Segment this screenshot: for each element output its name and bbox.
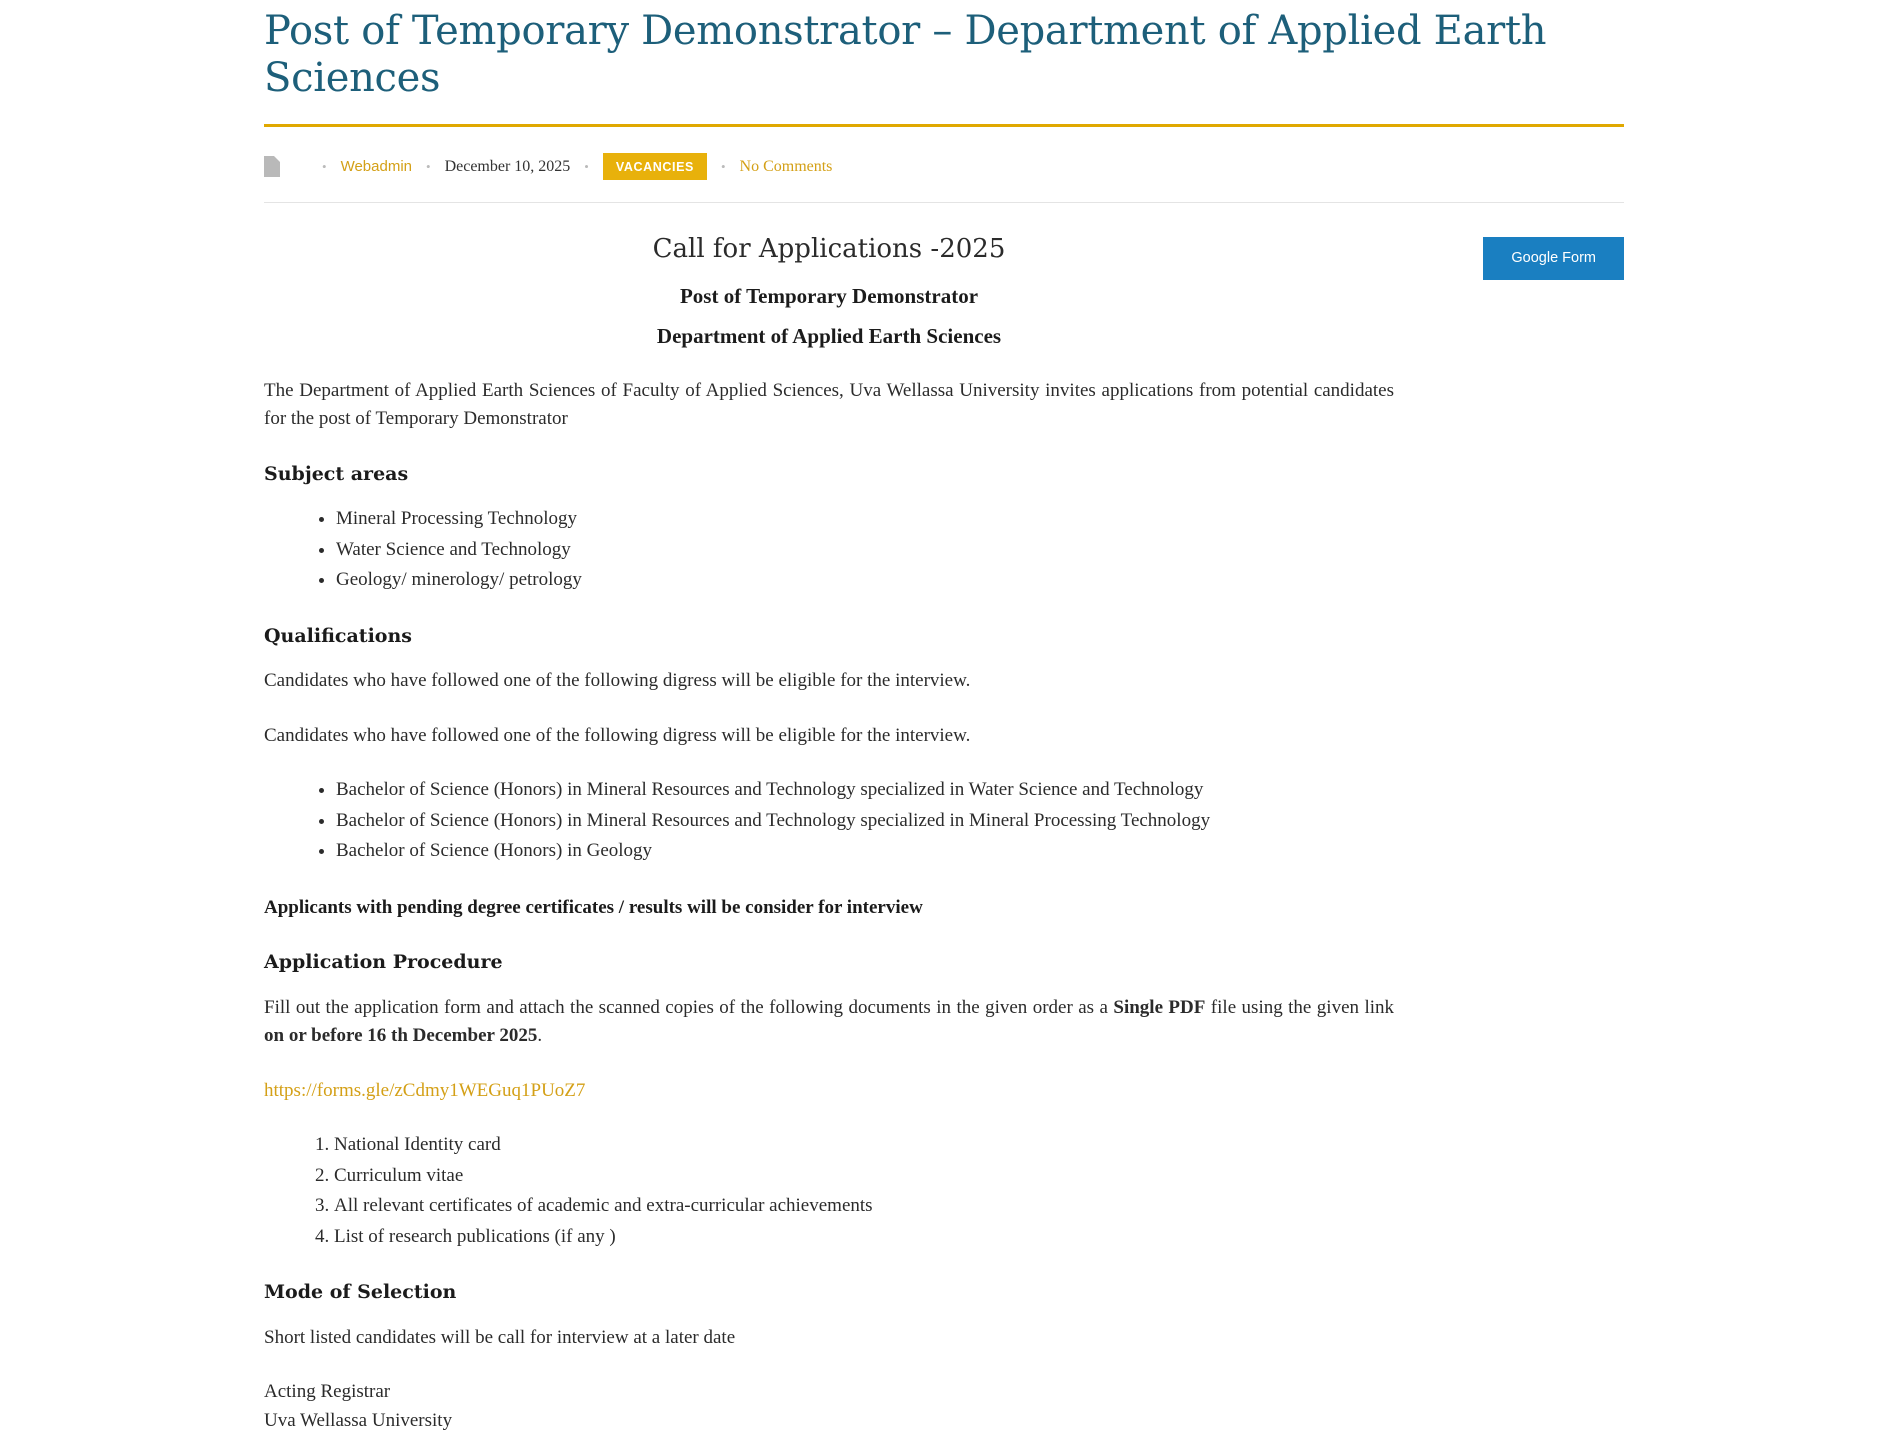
degrees-list <box>264 776 1624 865</box>
post-content <box>264 229 1624 1435</box>
list-item: • Bachelor of Science (Honors) in Mineral Resources and Technology specialized in Mineral Processing Technology <box>336 807 1624 835</box>
post-author-link[interactable]: Webadmin <box>340 158 412 176</box>
department-heading: Department of Applied Earth Sciences <box>656 324 1002 349</box>
list-item: • Bachelor of Science (Honors) in Geology <box>336 837 1624 865</box>
post-name-heading: Post of Temporary Demonstrator <box>679 283 979 308</box>
qualifications-heading: Qualifications <box>264 624 412 647</box>
required-documents-list <box>264 1131 1624 1250</box>
list-item: 1. National Identity card <box>334 1131 1624 1159</box>
post-meta-bar <box>264 127 1624 202</box>
meta-divider <box>264 202 1624 203</box>
post-category-badge[interactable]: VACANCIES <box>603 153 707 180</box>
subject-areas-list <box>264 505 1624 594</box>
application-procedure-heading: Application Procedure <box>264 951 503 974</box>
qualifications-paragraph-2: Candidates who have followed one of the following digress will be eligible for the interview. <box>264 724 971 746</box>
single-pdf-emphasis: Single PDF <box>1113 996 1206 1018</box>
post-date: December 10, 2025 <box>444 157 571 175</box>
page-title: Post of Temporary Demonstrator – Department of Applied Earth Sciences <box>264 8 1547 102</box>
post-comments-link[interactable]: No Comments <box>739 157 833 175</box>
list-item: • Bachelor of Science (Honors) in Mineral Resources and Technology specialized in Water Science and Technology <box>336 776 1624 804</box>
intro-paragraph: The Department of Applied Earth Sciences of Faculty of Applied Sciences, Uva Wellassa University invites applications from potential candidates for the post of Temporary Demonstrator <box>264 379 1394 430</box>
subject-areas-heading: Subject areas <box>264 462 409 485</box>
procedure-text-part2: file using the given link <box>1205 996 1394 1018</box>
deadline-emphasis: on or before 16 th December 2025 <box>264 1025 538 1047</box>
meta-separator: • <box>426 159 431 175</box>
meta-separator: • <box>322 159 327 175</box>
application-form-link[interactable]: https://forms.gle/zCdmy1WEGuq1PUoZ7 <box>264 1079 586 1101</box>
list-item: 4. List of research publications (if any ) <box>334 1223 1624 1251</box>
pending-certificates-note: Applicants with pending degree certificates / results will be consider for interview <box>264 896 923 918</box>
mode-of-selection-paragraph: Short listed candidates will be call for interview at a later date <box>264 1326 736 1348</box>
form-link-paragraph <box>264 1077 1394 1106</box>
signature-title: Acting Registrar <box>264 1381 391 1403</box>
list-item: • Geology/ minerology/ petrology <box>336 566 1624 594</box>
qualifications-paragraph-1: Candidates who have followed one of the following digress will be eligible for the interview. <box>264 670 971 692</box>
signature-institution: Uva Wellassa University <box>264 1409 453 1431</box>
list-item: 2. Curriculum vitae <box>334 1162 1624 1190</box>
list-item: 3. All relevant certificates of academic and extra-curricular achievements <box>334 1192 1624 1220</box>
meta-separator: • <box>584 159 589 175</box>
procedure-text-part1: Fill out the application form and attach the scanned copies of the following documents in the given order as a <box>264 996 1114 1018</box>
procedure-text-part3: . <box>537 1025 543 1047</box>
list-item: • Water Science and Technology <box>336 536 1624 564</box>
document-icon <box>264 156 282 178</box>
call-for-applications-heading: Call for Applications -2025 <box>652 234 1006 265</box>
signature-block <box>264 1378 1624 1435</box>
announcement-header <box>264 229 1394 352</box>
google-form-button[interactable]: Google Form <box>1483 237 1624 279</box>
meta-separator: • <box>720 159 726 175</box>
application-procedure-paragraph <box>264 994 1394 1051</box>
list-item: • Mineral Processing Technology <box>336 505 1624 533</box>
mode-of-selection-heading: Mode of Selection <box>264 1281 457 1304</box>
content-wrapper <box>264 0 1624 1435</box>
